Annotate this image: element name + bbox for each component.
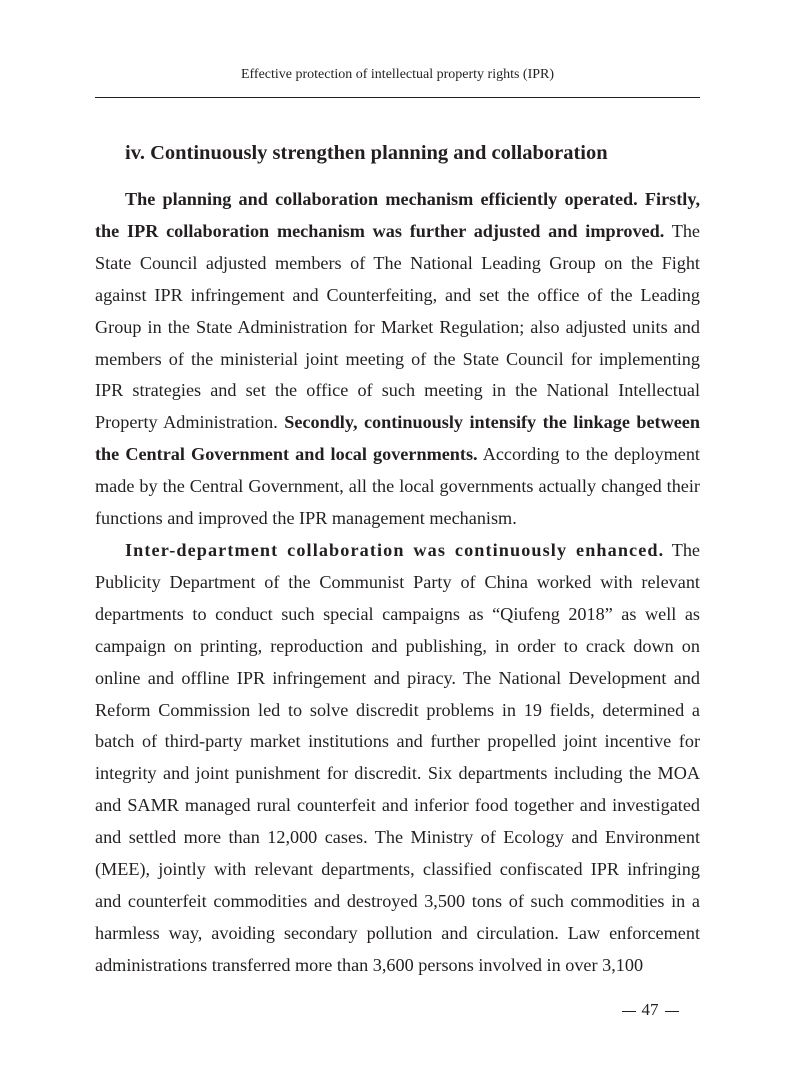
paragraph-text: According to the deployment made by the Central Government, all the local governments actually changed their functions and improved the IPR management mechanism. xyxy=(95,444,700,529)
page-dash-left xyxy=(622,1011,636,1012)
paragraph-inter-department xyxy=(95,535,700,982)
paragraph-lead: Inter-department collaboration was continuously enhanced. xyxy=(125,539,665,560)
paragraph-lead: The planning and collaboration mechanism efficiently operated. Firstly, the IPR collaboration mechanism was further adjusted and improved. xyxy=(95,189,700,241)
running-header: Effective protection of intellectual property rights (IPR) xyxy=(240,67,555,82)
paragraph-text: The Publicity Department of the Communist Party of China worked with relevant departments to conduct such special campaigns as “Qiufeng 2018” as well as campaign on printing, reproduction and publishing, in order to crack down on online and offline IPR infringement and piracy. The National Development and Reform Commission led to solve discredit problems in 19 fields, determined a batch of third-party market institutions and further propelled joint incentive for integrity and joint punishment for discredit. Six departments including the MOA and SAMR managed rural counterfeit and inferior food together and investigated and settled more than 12,000 cases. The Ministry of Ecology and Environment (MEE), jointly with relevant departments, classified confiscated IPR infringing and counterfeit commodities and destroyed 3,500 tons of such commodities in a harmless way, avoiding secondary pollution and circulation. Law enforcement administrations transferred more than 3,600 persons involved in over 3,100 xyxy=(95,539,700,975)
section-heading: iv. Continuously strengthen planning and collaboration xyxy=(125,142,608,164)
page-number-value: 47 xyxy=(641,1000,659,1019)
paragraph-planning-mechanism xyxy=(95,184,700,535)
page-dash-right xyxy=(665,1011,679,1012)
paragraph-text: The State Council adjusted members of The National Leading Group on the Fight against IPR infringement and Counterfeiting, and set the office of the Leading Group in the State Administration for Market Regulation; also adjusted units and members of the ministerial joint meeting of the State Council for implementing IPR strategies and set the office of such meeting in the National Intellectual Property Administration. xyxy=(95,220,701,433)
page-number xyxy=(610,999,690,1021)
body-text xyxy=(95,184,700,982)
header-rule xyxy=(95,97,700,98)
paragraph-lead: Secondly, continuously intensify the linkage between the Central Government and local governments. xyxy=(95,412,700,465)
